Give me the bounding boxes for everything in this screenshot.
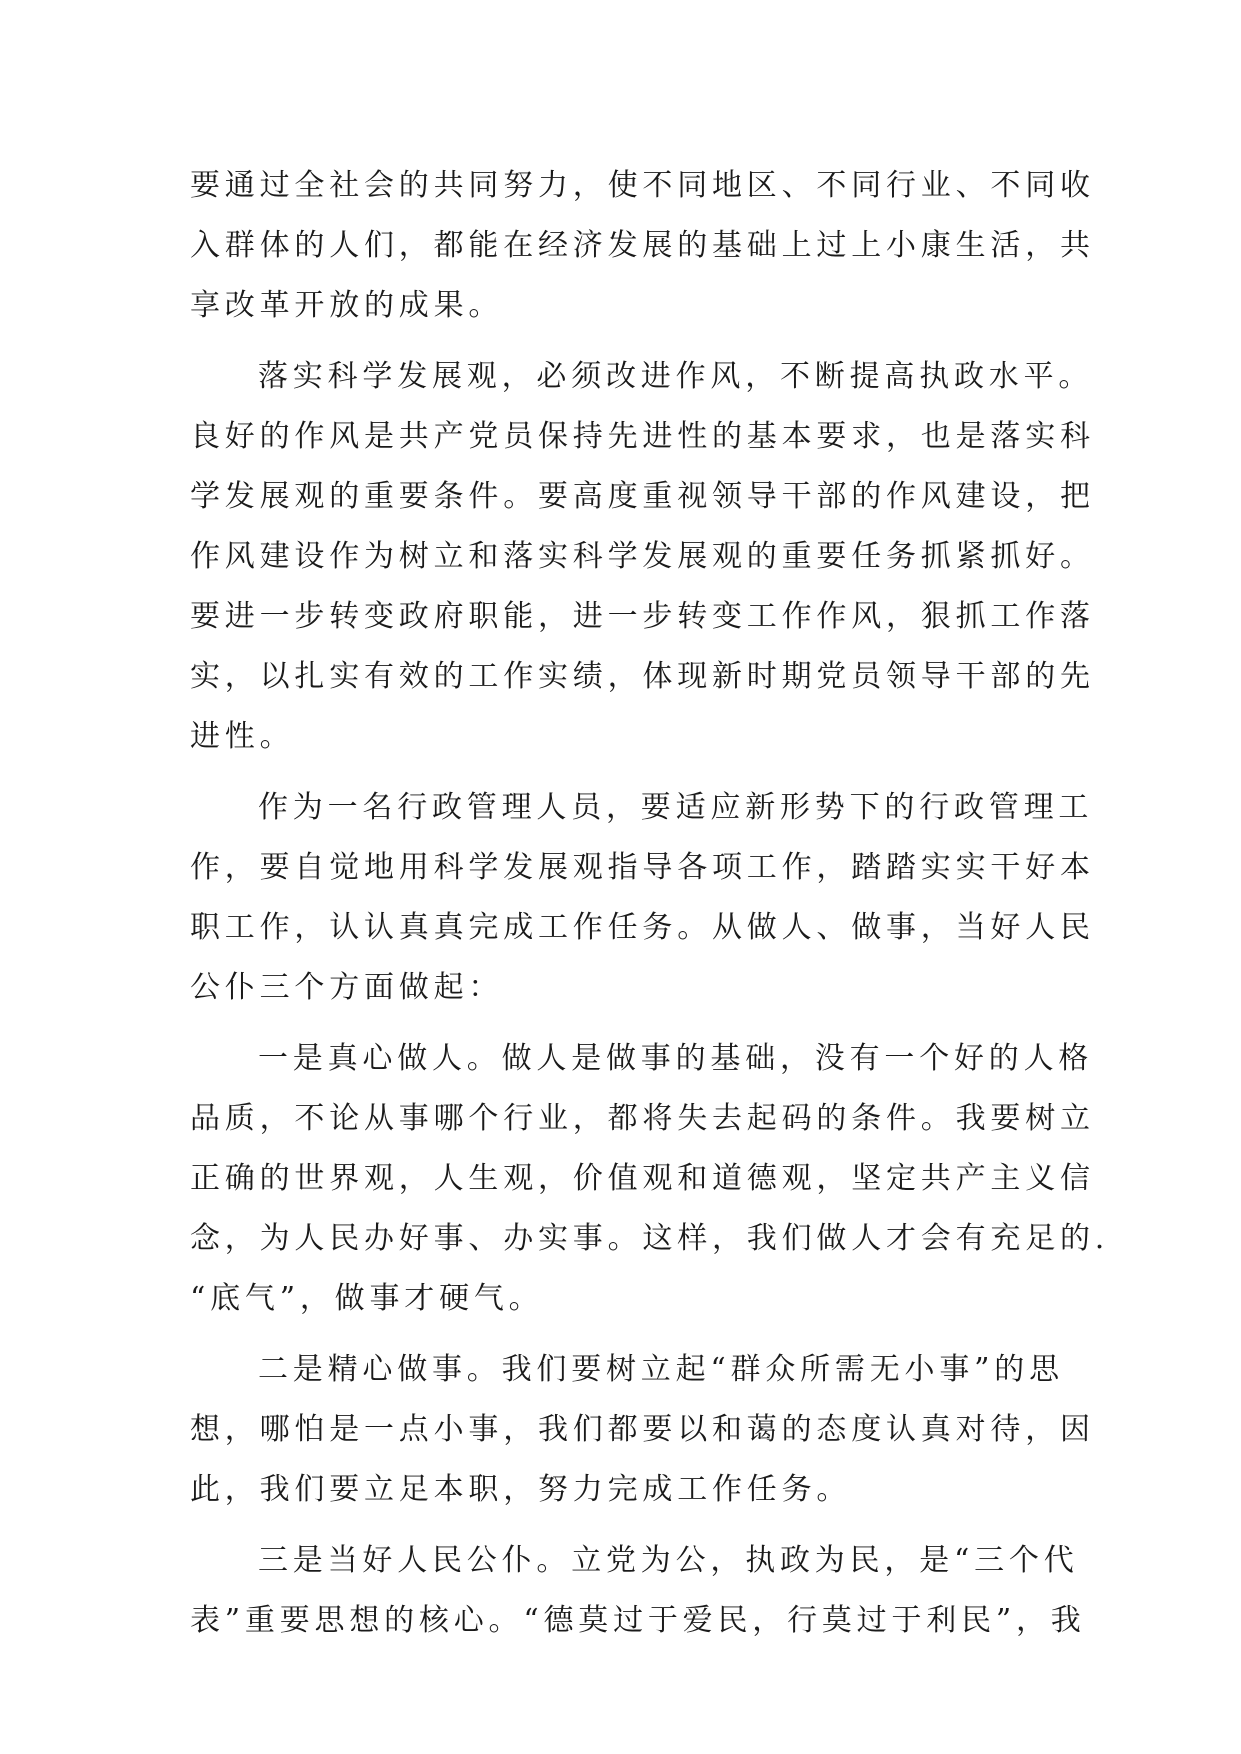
paragraph-line: 进性。	[190, 719, 295, 754]
document-body	[190, 156, 1110, 1651]
paragraph-line: 作为一名行政管理人员，要适应新形势下的行政管理工	[258, 790, 1094, 825]
paragraph-line: 良好的作风是共产党员保持先进性的基本要求，也是落实科	[190, 419, 1095, 454]
paragraph-line: 二是精心做事。我们要树立起“群众所需无小事”的思	[258, 1352, 1064, 1387]
paragraph-spacer	[190, 336, 1070, 347]
paragraph-line: 作，要自觉地用科学发展观指导各项工作，踏踏实实干好本	[190, 850, 1095, 885]
paragraph-line: 一是真心做人。做人是做事的基础，没有一个好的人格	[258, 1041, 1094, 1076]
paragraph-4	[190, 1029, 1110, 1329]
paragraph-line: 实，以扎实有效的工作实绩，体现新时期党员领导干部的先	[190, 659, 1095, 694]
paragraph-line: 公仆三个方面做起：	[190, 970, 504, 1005]
paragraph-spacer	[190, 1018, 1070, 1029]
paragraph-line: “底气”，做事才硬气。	[190, 1281, 544, 1316]
paragraph-spacer	[190, 1329, 1070, 1340]
paragraph-line: 想，哪怕是一点小事，我们都要以和蔼的态度认真对待，因	[190, 1412, 1095, 1447]
paragraph-line: 三是当好人民公仆。立党为公，执政为民，是“三个代	[258, 1543, 1079, 1578]
paragraph-line: 表”重要思想的核心。“德莫过于爱民，行莫过于利民”，我	[190, 1603, 1086, 1638]
paragraph-line: 此，我们要立足本职，努力完成工作任务。	[190, 1472, 852, 1507]
paragraph-5	[190, 1340, 1095, 1520]
paragraph-line: 品质，不论从事哪个行业，都将失去起码的条件。我要树立	[190, 1101, 1095, 1136]
paragraph-3	[190, 778, 1095, 1018]
paragraph-6	[190, 1531, 1086, 1651]
paragraph-line: 享改革开放的成果。	[190, 288, 504, 323]
paragraph-spacer	[190, 1520, 1070, 1531]
paragraph-line: 作风建设作为树立和落实科学发展观的重要任务抓紧抓好。	[190, 539, 1095, 574]
paragraph-2	[190, 347, 1095, 767]
paragraph-line: 念，为人民办好事、办实事。这样，我们做人才会有充足的.	[190, 1221, 1110, 1256]
paragraph-line: 落实科学发展观，必须改进作风，不断提高执政水平。	[258, 359, 1094, 394]
paragraph-line: 学发展观的重要条件。要高度重视领导干部的作风建设，把	[190, 479, 1095, 514]
paragraph-line: 正确的世界观，人生观，价值观和道德观，坚定共产主义信	[190, 1161, 1095, 1196]
paragraph-line: 入群体的人们，都能在经济发展的基础上过上小康生活，共	[190, 228, 1095, 263]
paragraph-line: 要进一步转变政府职能，进一步转变工作作风，狠抓工作落	[190, 599, 1095, 634]
paragraph-spacer	[190, 767, 1070, 778]
paragraph-line: 职工作，认认真真完成工作任务。从做人、做事，当好人民	[190, 910, 1095, 945]
paragraph-1	[190, 156, 1095, 336]
paragraph-line: 要通过全社会的共同努力，使不同地区、不同行业、不同收	[190, 168, 1095, 203]
